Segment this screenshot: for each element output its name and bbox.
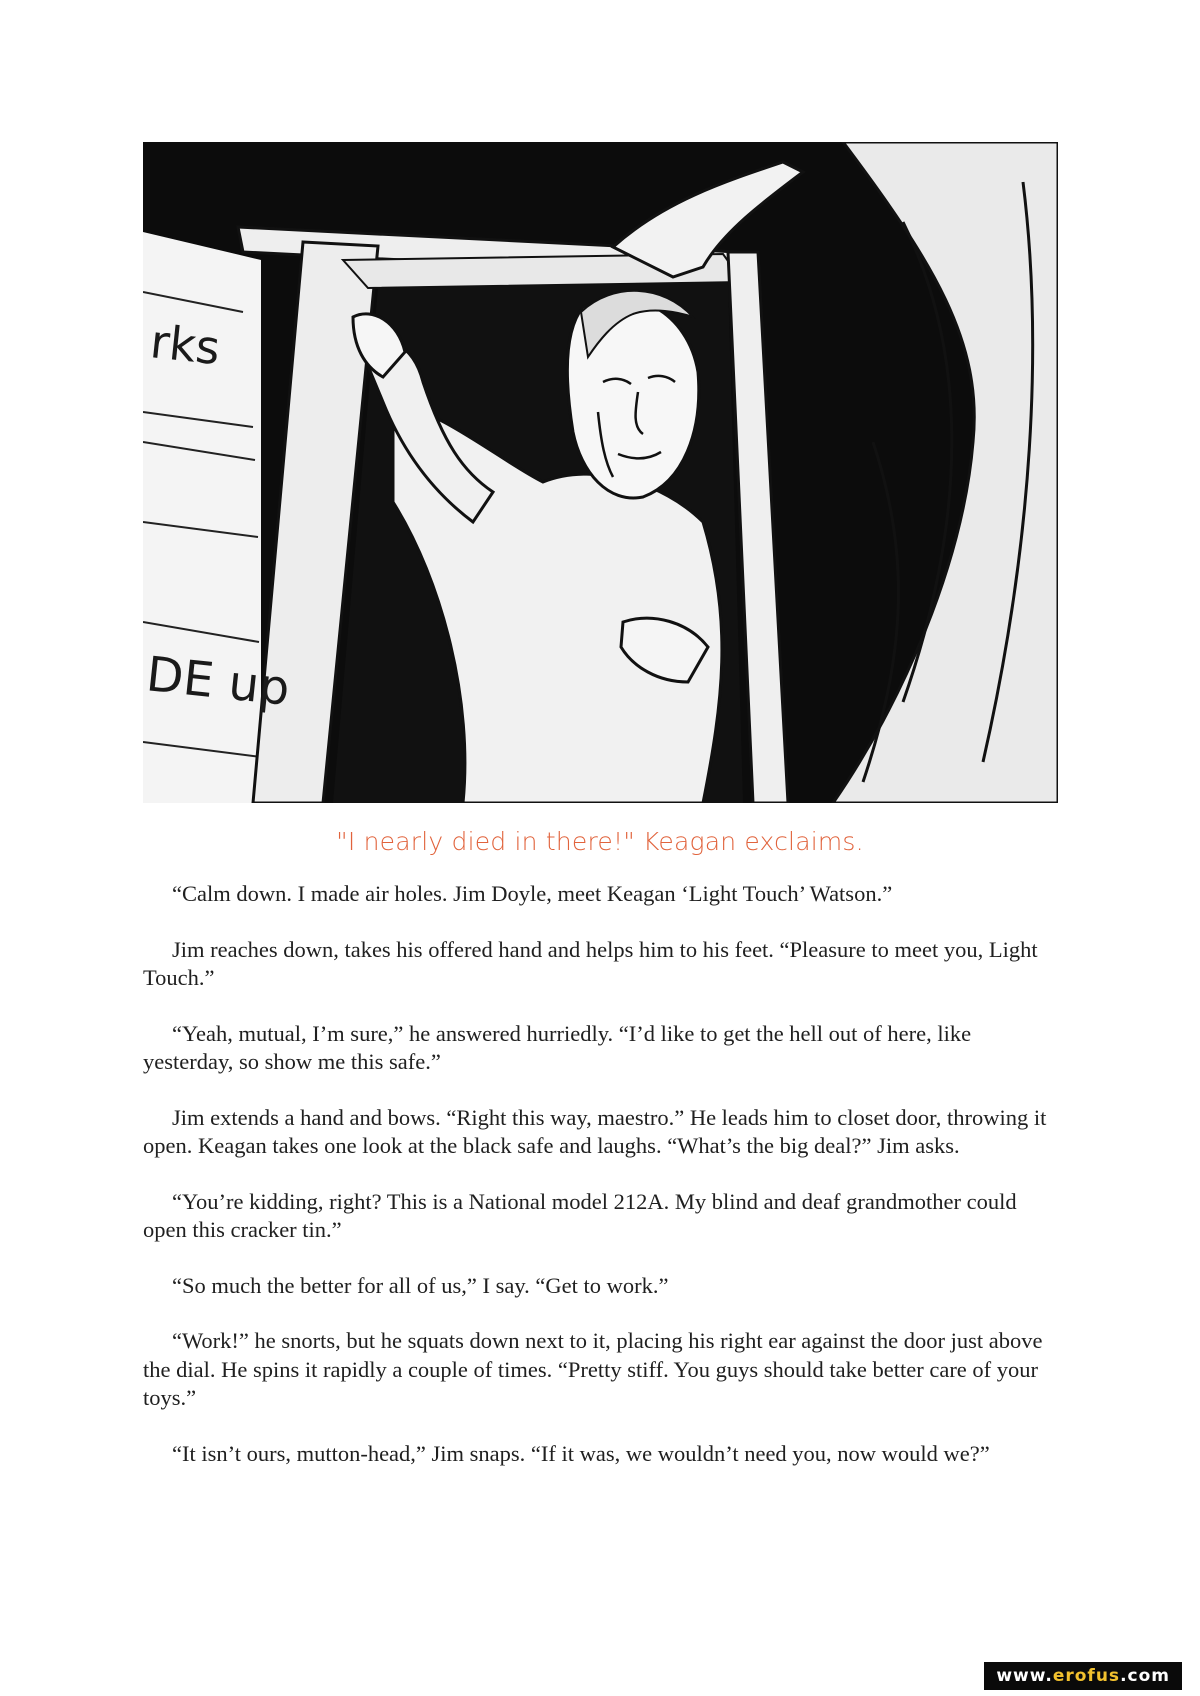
- comic-illustration: [143, 142, 1058, 803]
- paragraph: “So much the better for all of us,” I say. “Get to work.”: [172, 1272, 669, 1298]
- site-watermark: [984, 1662, 1182, 1690]
- illustration-caption: "I nearly died in there!" Keagan exclaims.: [336, 827, 864, 856]
- crate-scene-drawing: [143, 142, 1058, 803]
- paragraph: “It isn’t ours, mutton-head,” Jim snaps. “If it was, we wouldn’t need you, now would we?”: [172, 1440, 990, 1466]
- watermark-brand: erofus: [1052, 1666, 1121, 1686]
- paragraph: Jim reaches down, takes his offered hand and helps him to his feet. “Pleasure to meet you, Light Touch.”: [143, 936, 1038, 990]
- paragraph: Jim extends a hand and bows. “Right this way, maestro.” He leads him to closet door, throwing it open. Keagan takes one look at the black safe and laughs. “What’s the big deal?” Jim asks.: [143, 1104, 1047, 1158]
- paragraph: “Work!” he snorts, but he squats down next to it, placing his right ear against the door just above the dial. He spins it rapidly a couple of times. “Pretty stiff. You guys should take better care of your toys.”: [143, 1328, 1043, 1410]
- paragraph: “You’re kidding, right? This is a National model 212A. My blind and deaf grandmother could open this cracker tin.”: [143, 1188, 1017, 1242]
- story-text: [143, 880, 1061, 1495]
- crate-stencil-top: rks: [147, 314, 223, 376]
- crate-stencil-bottom: DE up: [143, 646, 293, 717]
- paragraph: “Yeah, mutual, I’m sure,” he answered hurriedly. “I’d like to get the hell out of here, like yesterday, so show me this safe.”: [143, 1020, 972, 1074]
- paragraph: “Calm down. I made air holes. Jim Doyle, meet Keagan ‘Light Touch’ Watson.”: [172, 881, 893, 906]
- watermark-prefix: www.: [996, 1666, 1053, 1686]
- watermark-suffix: .com: [1120, 1666, 1170, 1686]
